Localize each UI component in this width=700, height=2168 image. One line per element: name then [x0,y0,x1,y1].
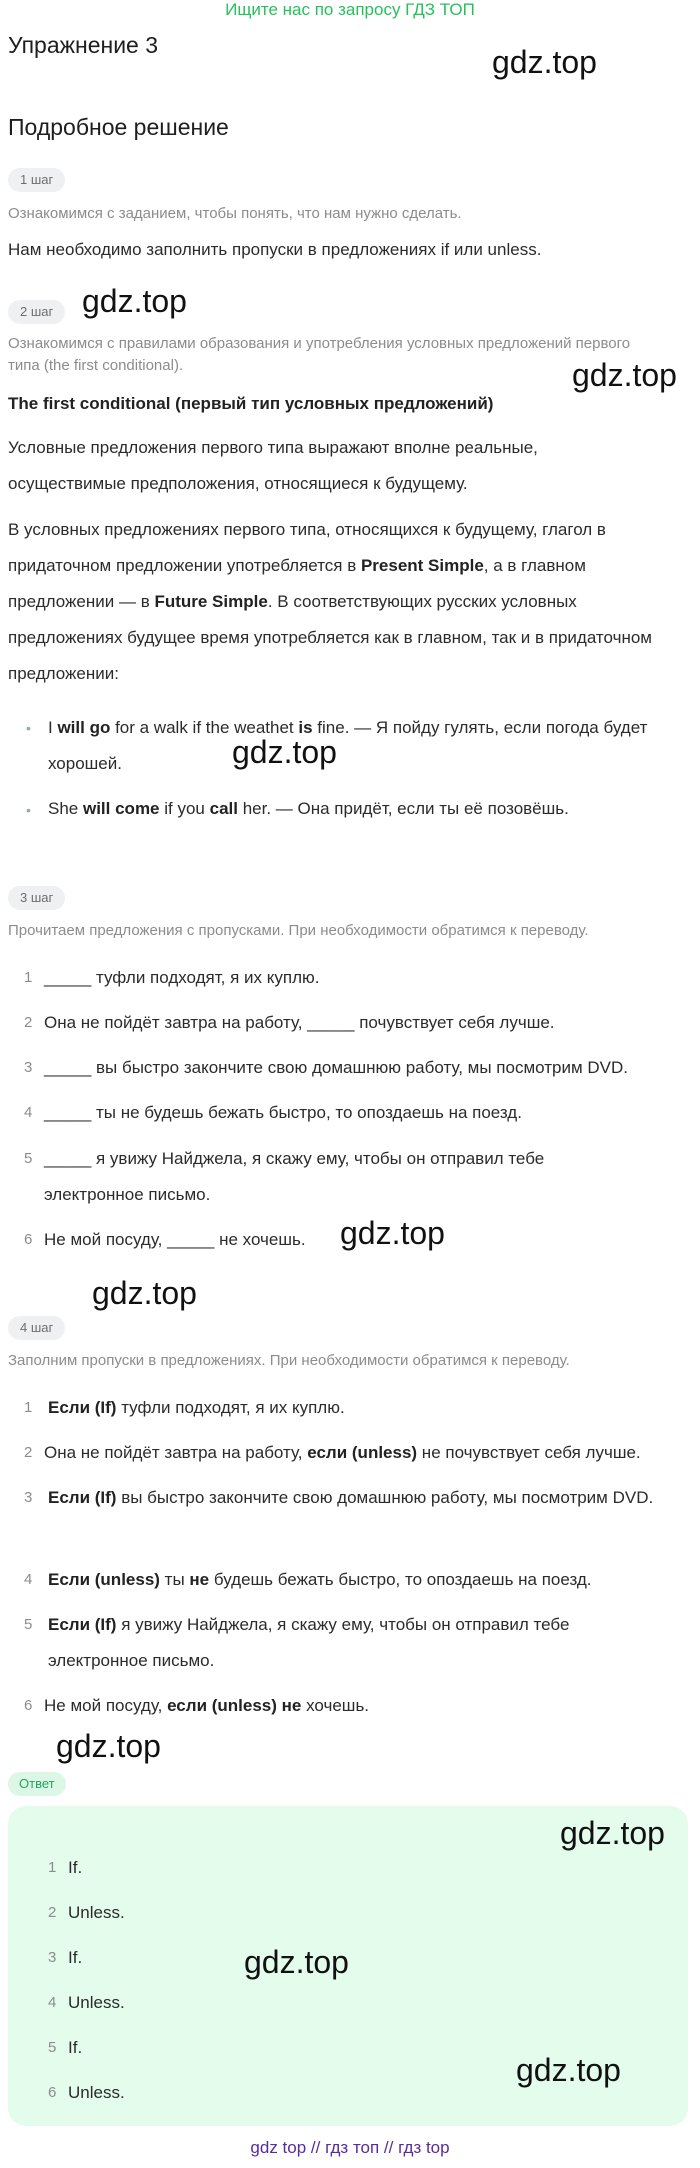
exercise-item-6: Не мой посуду, _____ не хочешь. [44,1230,306,1249]
step-1-text: Нам необходимо заполнить пропуски в предложениях if или unless. [8,240,542,259]
rule-paragraph-2: В условных предложениях первого типа, относящихся к будущему, глагол в придаточном предложении употребляется в Present Simple, а в главном предложении — в Future Simple. В соответствующих русских условных предложениях будущее время употребляется как в главном, так и в придаточном предложении: [8,520,652,683]
list-number: 6 [24,1697,33,1714]
watermark: gdz.top [56,1728,161,1764]
watermark: gdz.top [572,357,677,393]
rule-paragraph-1: Условные предложения первого типа выражают вполне реальные, осуществимые предположения, относящиеся к будущему. [8,438,538,493]
watermark: gdz.top [82,283,187,319]
answer-item-1: If. [68,1858,83,1877]
rule-heading: The first conditional (первый тип условных предложений) [8,394,494,413]
list-number: 6 [24,1231,33,1248]
list-number: 4 [48,1994,57,2011]
list-number: 3 [24,1489,33,1506]
exercise-item-3: _____ вы быстро закончите свою домашнюю работу, мы посмотрим DVD. [44,1058,628,1077]
exercise-item-1: _____ туфли подходят, я их куплю. [44,968,320,987]
list-number: 2 [48,1904,57,1921]
step-3-hint: Прочитаем предложения с пропусками. При необходимости обратимся к переводу. [8,922,589,939]
step-3-badge: 3 шаг [8,886,65,910]
list-number: 3 [24,1059,33,1076]
list-number: 2 [24,1014,33,1031]
answer-badge: Ответ [8,1772,66,1796]
answer-step-item-3: Если (If) вы быстро закончите свою домашнюю работу, мы посмотрим DVD. [48,1488,654,1507]
bullet: • [26,802,31,818]
answer-item-3: If. [68,1948,83,1967]
answer-step-item-4: Если (unless) ты не будешь бежать быстро, то опоздаешь на поезд. [48,1570,592,1589]
answer-step-item-6: Не мой посуду, если (unless) не хочешь. [44,1696,370,1715]
bullet: • [26,720,31,736]
list-number: 1 [48,1859,57,1876]
answer-item-4: Unless. [68,1993,125,2012]
example-2: She will come if you call her. — Она придёт, если ты её позовёшь. [48,799,569,818]
list-number: 6 [48,2084,57,2101]
list-number: 1 [24,969,33,986]
watermark: gdz.top [492,44,597,80]
list-number: 5 [48,2039,57,2056]
step-2-hint: Ознакомимся с правилами образования и употребления условных предложений первого типа (the first conditional). [8,335,631,374]
list-number: 4 [24,1571,33,1588]
answer-item-5: If. [68,2038,83,2057]
answer-step-item-5: Если (If) я увижу Найджела, я скажу ему, чтобы он отправил тебе электронное письмо. [48,1615,570,1670]
watermark: gdz.top [340,1215,445,1251]
step-1-hint: Ознакомимся с заданием, чтобы понять, что нам нужно сделать. [8,205,462,222]
exercise-item-2: Она не пойдёт завтра на работу, _____ почувствует себя лучше. [44,1013,555,1032]
watermark: gdz.top [516,2052,621,2088]
step-2-badge: 2 шаг [8,300,65,324]
footer-links[interactable]: gdz top // гдз топ // гдз top [250,2138,450,2157]
exercise-item-4: _____ ты не будешь бежать быстро, то опоздаешь на поезд. [44,1103,522,1122]
step-1-badge: 1 шаг [8,168,65,192]
step-4-badge: 4 шаг [8,1316,65,1340]
list-number: 3 [48,1949,57,1966]
list-number: 1 [24,1399,33,1416]
solution-heading: Подробное решение [8,114,229,140]
answer-item-2: Unless. [68,1903,125,1922]
example-1: I will go for a walk if the weathet is fine. — Я пойду гулять, если погода будет хорошей. [48,718,648,773]
list-number: 4 [24,1104,33,1121]
list-number: 5 [24,1150,33,1167]
exercise-item-5: _____ я увижу Найджела, я скажу ему, чтобы он отправил тебе электронное письмо. [44,1149,545,1204]
page-title: Упражнение 3 [8,32,159,58]
step-4-hint: Заполним пропуски в предложениях. При необходимости обратимся к переводу. [8,1352,570,1369]
answer-step-item-2: Она не пойдёт завтра на работу, если (unless) не почувствует себя лучше. [44,1443,641,1462]
watermark: gdz.top [560,1815,665,1851]
answer-item-6: Unless. [68,2083,125,2102]
watermark: gdz.top [244,1944,349,1980]
search-banner[interactable]: Ищите нас по запросу ГДЗ ТОП [225,0,475,19]
list-number: 5 [24,1616,33,1633]
watermark: gdz.top [92,1275,197,1311]
answer-step-item-1: Если (If) туфли подходят, я их куплю. [48,1398,345,1417]
list-number: 2 [24,1444,33,1461]
watermark: gdz.top [232,734,337,770]
